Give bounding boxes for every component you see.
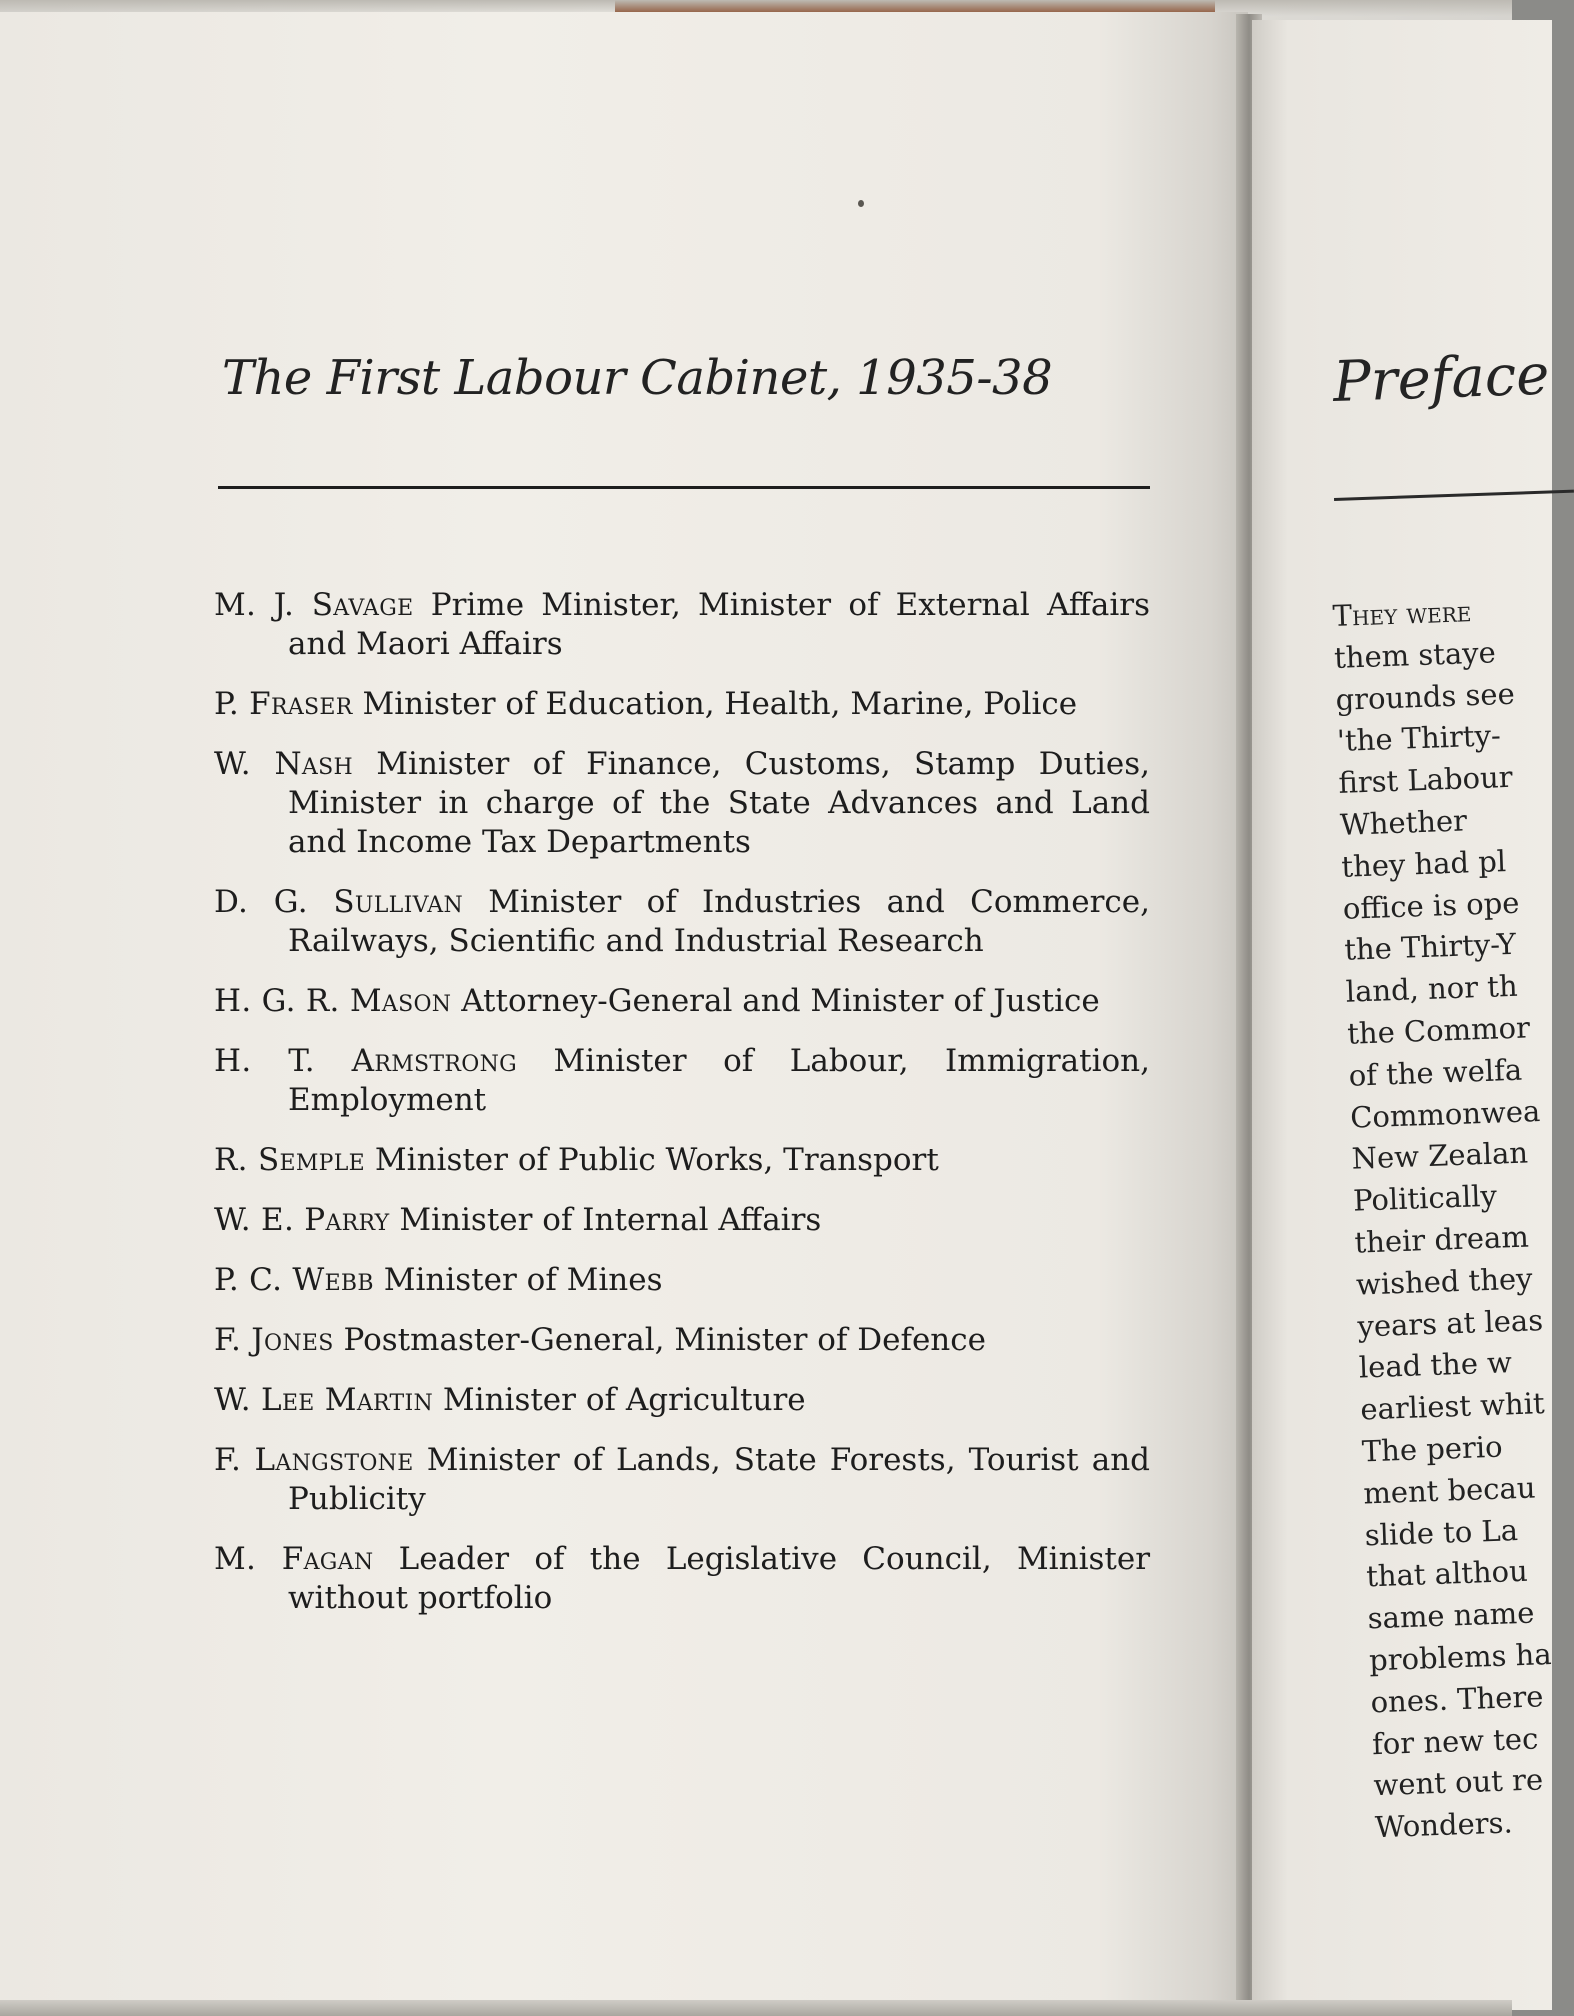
- minister-portfolio: Minister of Industries and Commerce, Railways, Scientific and Industrial Research: [288, 884, 1150, 959]
- text-line: the Thirty-Y: [1343, 927, 1517, 968]
- minister-portfolio: Attorney-General and Minister of Justice: [461, 983, 1100, 1019]
- right-page: [1252, 20, 1552, 2010]
- minister-portfolio: Postmaster-General, Minister of Defence: [343, 1322, 986, 1358]
- text-line: Commonwea: [1349, 1093, 1541, 1135]
- cabinet-entry: [214, 1321, 1150, 1360]
- bottom-edge: [0, 2000, 1512, 2016]
- minister-portfolio: Minister of Public Works, Transport: [374, 1142, 939, 1178]
- text-line: that althou: [1365, 1554, 1529, 1594]
- minister-name: P. Fraser: [214, 686, 353, 722]
- page-title: The First Labour Cabinet, 1935-38: [222, 350, 1053, 406]
- ink-speck: [858, 200, 864, 207]
- text-line: They were: [1332, 594, 1472, 633]
- text-line: first Labour: [1337, 760, 1514, 801]
- cabinet-entry: [214, 1042, 1150, 1120]
- text-line: Wonders.: [1374, 1805, 1514, 1845]
- minister-name: W. Nash: [214, 746, 353, 782]
- cabinet-entry: [214, 1261, 1150, 1300]
- cabinet-entry: [214, 982, 1150, 1021]
- cabinet-list: [214, 586, 1150, 1639]
- text-line: wished they: [1355, 1261, 1534, 1302]
- left-page: [0, 12, 1248, 2006]
- text-line: for new tec: [1371, 1721, 1539, 1761]
- text-line: years at leas: [1356, 1302, 1544, 1344]
- minister-name: R. Semple: [214, 1142, 366, 1178]
- cabinet-entry: [214, 586, 1150, 664]
- minister-name: F. Langstone: [214, 1442, 414, 1478]
- text-line: ment becau: [1362, 1470, 1536, 1511]
- text-line: of the welfa: [1348, 1052, 1523, 1093]
- text-line: Whether: [1339, 803, 1468, 842]
- minister-name: H. G. R. Mason: [214, 983, 452, 1019]
- cabinet-entry: [214, 1201, 1150, 1240]
- cabinet-entry: [214, 883, 1150, 961]
- text-line: they had pl: [1340, 843, 1507, 884]
- text-line: the Commor: [1346, 1010, 1531, 1051]
- text-line: 'the Thirty-: [1336, 718, 1502, 759]
- minister-name: H. T. Armstrong: [214, 1043, 518, 1079]
- text-line: their dream: [1353, 1219, 1530, 1260]
- text-line: same name: [1367, 1595, 1535, 1636]
- minister-name: F. Jones: [214, 1322, 334, 1358]
- cabinet-entry: [214, 1540, 1150, 1618]
- minister-portfolio: Minister of Finance, Customs, Stamp Duties, Minister in charge of the State Advances and Land and Income Tax Departments: [288, 746, 1151, 860]
- text-line: New Zealan: [1351, 1135, 1529, 1177]
- minister-portfolio: Minister of Mines: [383, 1262, 663, 1298]
- minister-name: W. E. Parry: [214, 1202, 390, 1238]
- minister-name: M. Fagan: [214, 1541, 374, 1577]
- cabinet-entry: [214, 1381, 1150, 1420]
- minister-name: M. J. Savage: [214, 587, 414, 623]
- text-line: them staye: [1333, 635, 1497, 675]
- minister-name: D. G. Sullivan: [214, 884, 464, 920]
- minister-portfolio: Minister of Labour, Immigration, Employment: [288, 1043, 1151, 1118]
- text-line: earliest whit: [1359, 1386, 1546, 1427]
- text-line: grounds see: [1335, 676, 1516, 717]
- text-line: problems ha: [1368, 1636, 1553, 1678]
- minister-portfolio: Minister of Internal Affairs: [399, 1202, 822, 1238]
- text-line: lead the w: [1358, 1345, 1513, 1385]
- minister-portfolio: Prime Minister, Minister of External Affairs and Maori Affairs: [288, 587, 1150, 662]
- right-page-title: Preface: [1332, 342, 1551, 415]
- cabinet-entry: [214, 1441, 1150, 1519]
- preface-text: [1332, 589, 1566, 1849]
- text-line: ones. There: [1370, 1679, 1544, 1720]
- text-line: office is ope: [1342, 885, 1520, 926]
- minister-portfolio: Minister of Agriculture: [442, 1382, 806, 1418]
- text-line: went out re: [1372, 1762, 1544, 1803]
- minister-portfolio: Leader of the Legislative Council, Minister without portfolio: [288, 1541, 1151, 1616]
- text-line: The perio: [1361, 1429, 1504, 1469]
- text-line: slide to La: [1364, 1512, 1519, 1552]
- right-title-rule: [1334, 490, 1574, 501]
- text-line: land, nor th: [1345, 968, 1519, 1009]
- cabinet-entry: [214, 745, 1150, 862]
- text-line: Politically: [1352, 1178, 1498, 1218]
- minister-portfolio: Minister of Lands, State Forests, Tourist and Publicity: [288, 1442, 1150, 1517]
- title-rule: [218, 486, 1150, 489]
- cabinet-entry: [214, 1141, 1150, 1180]
- minister-portfolio: Minister of Education, Health, Marine, Police: [362, 686, 1078, 722]
- cabinet-entry: [214, 685, 1150, 724]
- minister-name: P. C. Webb: [214, 1262, 374, 1298]
- minister-name: W. Lee Martin: [214, 1382, 434, 1418]
